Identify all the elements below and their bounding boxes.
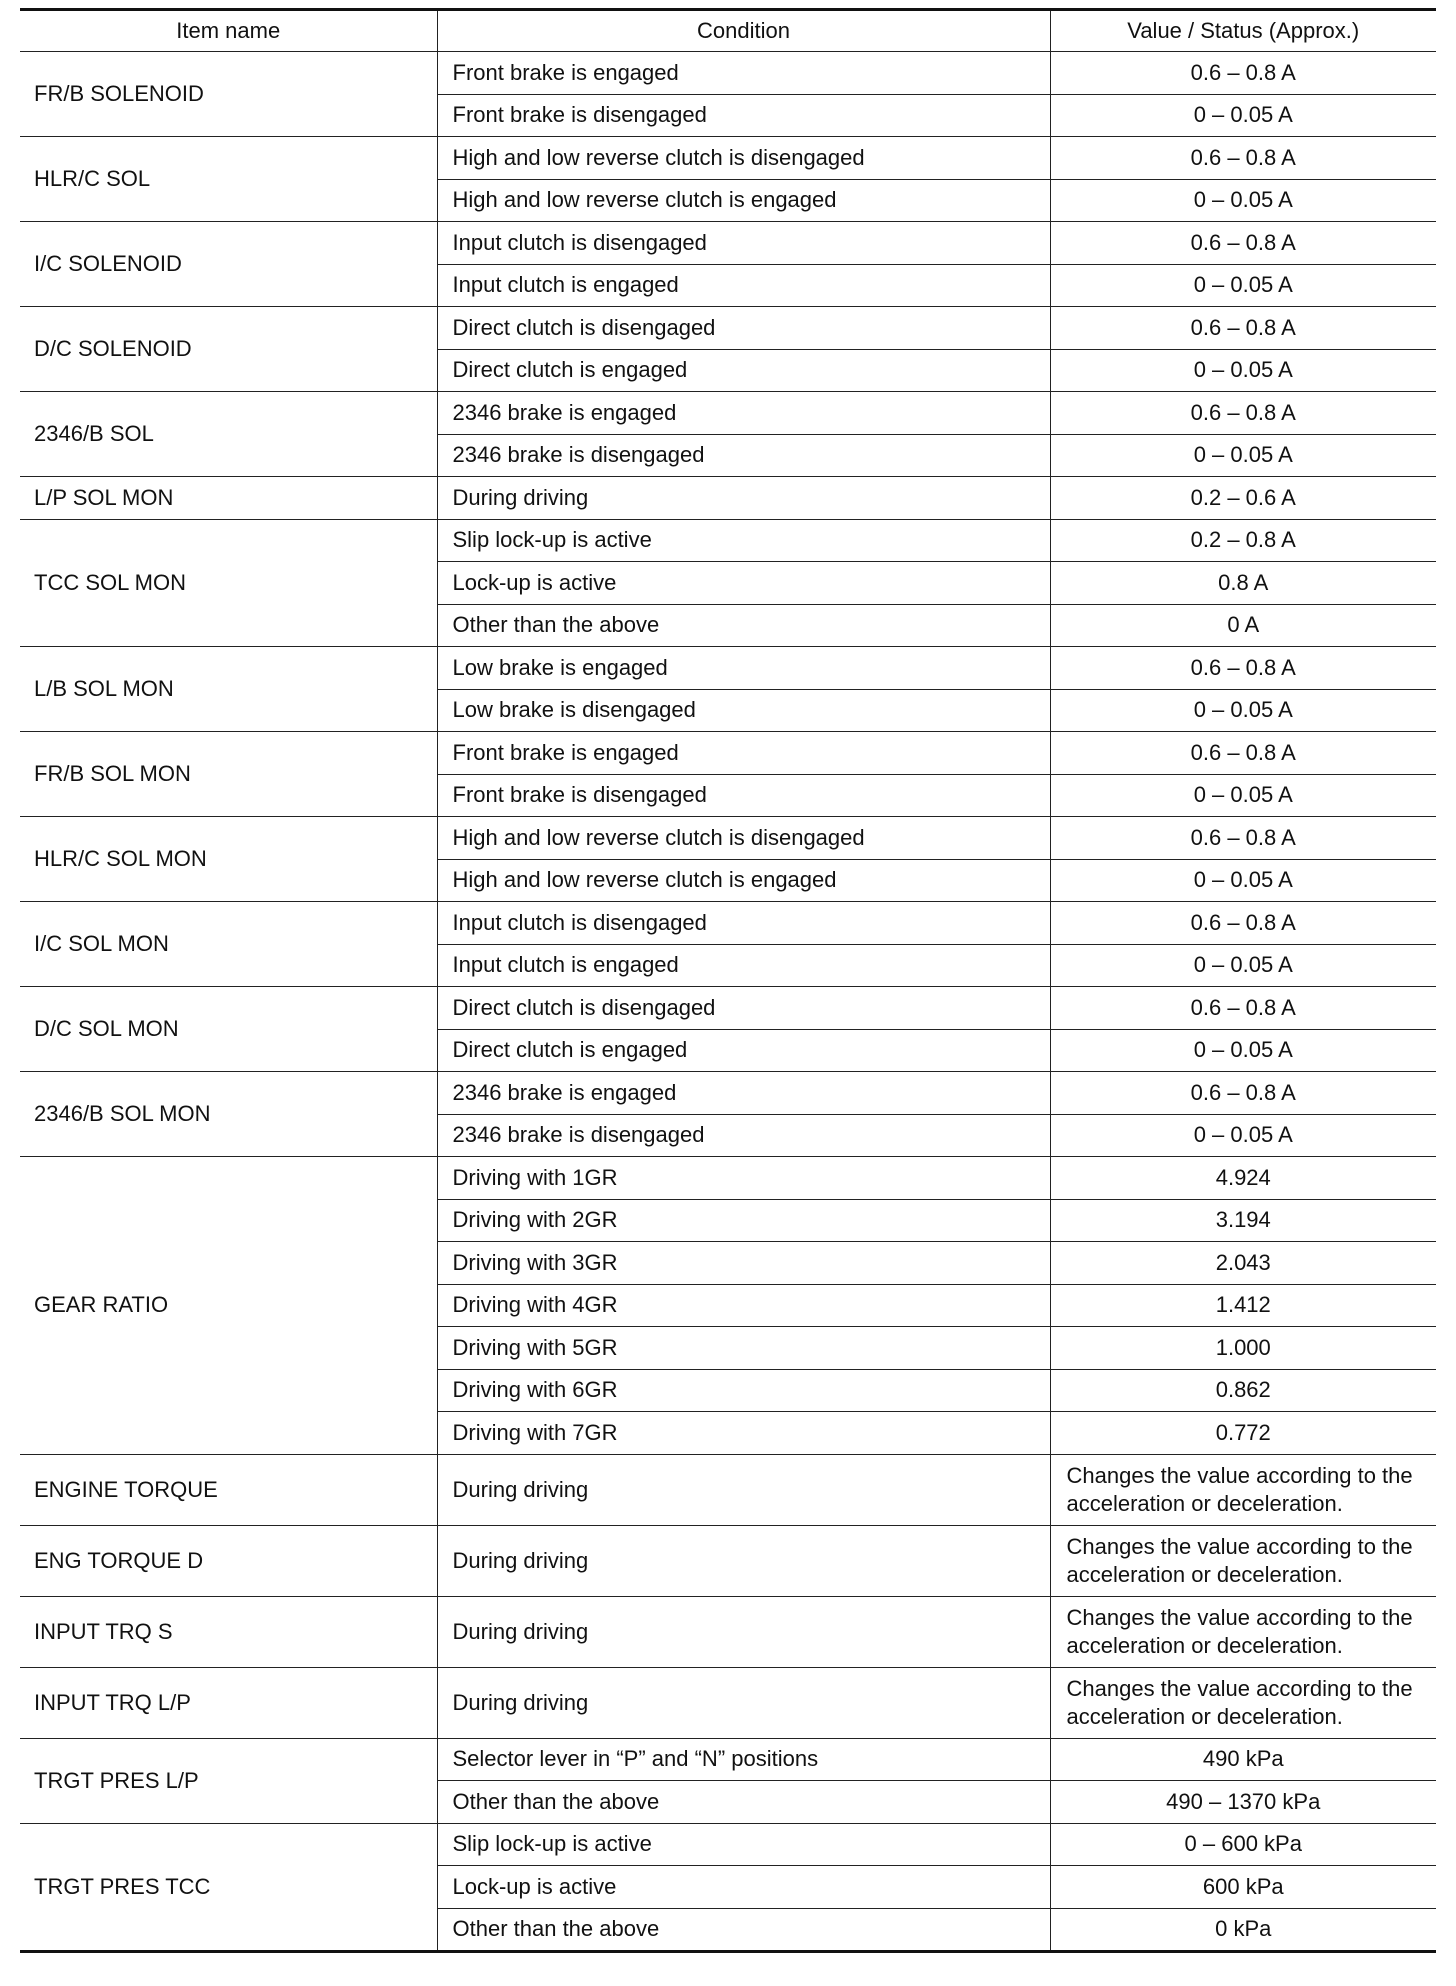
table-body [20, 52, 1436, 1952]
condition-cell: Driving with 4GR [437, 1284, 1050, 1327]
item-name-cell: GEAR RATIO [20, 1157, 437, 1455]
item-name-cell: HLR/C SOL MON [20, 817, 437, 902]
value-cell: 0.6 – 0.8 A [1050, 732, 1436, 775]
condition-cell: Input clutch is disengaged [437, 902, 1050, 945]
item-name-cell: D/C SOL MON [20, 987, 437, 1072]
condition-cell: Direct clutch is disengaged [437, 307, 1050, 350]
value-cell: 0 – 0.05 A [1050, 774, 1436, 817]
value-cell: Changes the value according to the acceleration or deceleration. [1050, 1525, 1436, 1596]
condition-cell: 2346 brake is engaged [437, 1072, 1050, 1115]
value-cell: 0.6 – 0.8 A [1050, 902, 1436, 945]
item-name-cell: INPUT TRQ S [20, 1596, 437, 1667]
value-cell: 0 – 0.05 A [1050, 434, 1436, 477]
value-cell: 0 – 600 kPa [1050, 1823, 1436, 1866]
condition-cell: Direct clutch is disengaged [437, 987, 1050, 1030]
table-row [20, 1667, 1436, 1738]
value-cell: 0 – 0.05 A [1050, 689, 1436, 732]
value-cell: 0 – 0.05 A [1050, 1029, 1436, 1072]
value-cell: 0 kPa [1050, 1908, 1436, 1952]
condition-cell: Front brake is disengaged [437, 94, 1050, 137]
value-cell: 0.6 – 0.8 A [1050, 137, 1436, 180]
value-cell: Changes the value according to the acceleration or deceleration. [1050, 1454, 1436, 1525]
condition-cell: During driving [437, 1525, 1050, 1596]
condition-cell: Front brake is engaged [437, 732, 1050, 775]
item-name-cell: INPUT TRQ L/P [20, 1667, 437, 1738]
condition-cell: Direct clutch is engaged [437, 349, 1050, 392]
condition-cell: During driving [437, 1667, 1050, 1738]
item-name-cell: ENG TORQUE D [20, 1525, 437, 1596]
value-cell: 0 – 0.05 A [1050, 944, 1436, 987]
table-row [20, 392, 1436, 435]
condition-cell: Slip lock-up is active [437, 519, 1050, 562]
condition-cell: Driving with 2GR [437, 1199, 1050, 1242]
item-name-cell: FR/B SOLENOID [20, 52, 437, 137]
table-row [20, 477, 1436, 520]
value-cell: 0 – 0.05 A [1050, 859, 1436, 902]
value-cell: 1.000 [1050, 1327, 1436, 1370]
condition-cell: High and low reverse clutch is disengaged [437, 137, 1050, 180]
table-row [20, 222, 1436, 265]
condition-cell: Other than the above [437, 1781, 1050, 1824]
condition-cell: Input clutch is engaged [437, 944, 1050, 987]
table-row [20, 1072, 1436, 1115]
item-name-cell: L/B SOL MON [20, 647, 437, 732]
condition-cell: Front brake is engaged [437, 52, 1050, 95]
condition-cell: Other than the above [437, 604, 1050, 647]
condition-cell: During driving [437, 477, 1050, 520]
value-cell: 0.6 – 0.8 A [1050, 1072, 1436, 1115]
condition-cell: Input clutch is engaged [437, 264, 1050, 307]
value-cell: 3.194 [1050, 1199, 1436, 1242]
table-row [20, 1157, 1436, 1200]
item-name-cell: HLR/C SOL [20, 137, 437, 222]
value-cell: 0.2 – 0.6 A [1050, 477, 1436, 520]
value-cell: Changes the value according to the acceleration or deceleration. [1050, 1667, 1436, 1738]
value-cell: 490 kPa [1050, 1738, 1436, 1781]
condition-cell: Direct clutch is engaged [437, 1029, 1050, 1072]
table-row [20, 137, 1436, 180]
condition-cell: 2346 brake is disengaged [437, 1114, 1050, 1157]
table-row [20, 732, 1436, 775]
item-name-cell: L/P SOL MON [20, 477, 437, 520]
table-row [20, 1738, 1436, 1781]
item-name-cell: TRGT PRES L/P [20, 1738, 437, 1823]
header-condition: Condition [437, 10, 1050, 52]
condition-cell: During driving [437, 1596, 1050, 1667]
table-row [20, 519, 1436, 562]
value-cell: 0.8 A [1050, 562, 1436, 605]
table-row [20, 1823, 1436, 1866]
condition-cell: Driving with 6GR [437, 1369, 1050, 1412]
value-cell: 0.6 – 0.8 A [1050, 647, 1436, 690]
value-cell: 0 – 0.05 A [1050, 1114, 1436, 1157]
value-cell: 4.924 [1050, 1157, 1436, 1200]
value-cell: 0.6 – 0.8 A [1050, 392, 1436, 435]
header-value-status: Value / Status (Approx.) [1050, 10, 1436, 52]
table-row [20, 1596, 1436, 1667]
item-name-cell: ENGINE TORQUE [20, 1454, 437, 1525]
condition-cell: Slip lock-up is active [437, 1823, 1050, 1866]
item-name-cell: I/C SOL MON [20, 902, 437, 987]
table-row [20, 647, 1436, 690]
value-cell: 0.6 – 0.8 A [1050, 222, 1436, 265]
condition-cell: High and low reverse clutch is engaged [437, 179, 1050, 222]
value-cell: 0.6 – 0.8 A [1050, 817, 1436, 860]
value-cell: 600 kPa [1050, 1866, 1436, 1909]
table-row [20, 52, 1436, 95]
table-row [20, 1454, 1436, 1525]
value-cell: 0.2 – 0.8 A [1050, 519, 1436, 562]
condition-cell: During driving [437, 1454, 1050, 1525]
item-name-cell: TRGT PRES TCC [20, 1823, 437, 1952]
condition-cell: Driving with 5GR [437, 1327, 1050, 1370]
table-row [20, 817, 1436, 860]
condition-cell: Other than the above [437, 1908, 1050, 1952]
item-name-cell: I/C SOLENOID [20, 222, 437, 307]
condition-cell: Selector lever in “P” and “N” positions [437, 1738, 1050, 1781]
value-cell: 1.412 [1050, 1284, 1436, 1327]
item-name-cell: FR/B SOL MON [20, 732, 437, 817]
table-row [20, 1525, 1436, 1596]
item-name-cell: 2346/B SOL [20, 392, 437, 477]
item-name-cell: D/C SOLENOID [20, 307, 437, 392]
condition-cell: Lock-up is active [437, 1866, 1050, 1909]
table-row [20, 902, 1436, 945]
value-cell: 0 – 0.05 A [1050, 94, 1436, 137]
condition-cell: Input clutch is disengaged [437, 222, 1050, 265]
table-row [20, 307, 1436, 350]
condition-cell: Driving with 1GR [437, 1157, 1050, 1200]
value-cell: 2.043 [1050, 1242, 1436, 1285]
item-name-cell: TCC SOL MON [20, 519, 437, 647]
condition-cell: Driving with 7GR [437, 1412, 1050, 1455]
item-name-cell: 2346/B SOL MON [20, 1072, 437, 1157]
condition-cell: Low brake is disengaged [437, 689, 1050, 732]
condition-cell: 2346 brake is engaged [437, 392, 1050, 435]
header-item-name: Item name [20, 10, 437, 52]
value-cell: 0 – 0.05 A [1050, 349, 1436, 392]
condition-cell: High and low reverse clutch is disengaged [437, 817, 1050, 860]
condition-cell: Low brake is engaged [437, 647, 1050, 690]
value-cell: 490 – 1370 kPa [1050, 1781, 1436, 1824]
value-cell: 0.862 [1050, 1369, 1436, 1412]
value-cell: 0 A [1050, 604, 1436, 647]
condition-cell: Driving with 3GR [437, 1242, 1050, 1285]
value-cell: 0 – 0.05 A [1050, 179, 1436, 222]
condition-cell: 2346 brake is disengaged [437, 434, 1050, 477]
header-row [20, 10, 1436, 52]
condition-cell: Front brake is disengaged [437, 774, 1050, 817]
value-cell: Changes the value according to the acceleration or deceleration. [1050, 1596, 1436, 1667]
value-cell: 0.6 – 0.8 A [1050, 987, 1436, 1030]
condition-cell: High and low reverse clutch is engaged [437, 859, 1050, 902]
value-cell: 0 – 0.05 A [1050, 264, 1436, 307]
spec-table [20, 8, 1436, 1953]
value-cell: 0.772 [1050, 1412, 1436, 1455]
table-row [20, 987, 1436, 1030]
condition-cell: Lock-up is active [437, 562, 1050, 605]
value-cell: 0.6 – 0.8 A [1050, 52, 1436, 95]
value-cell: 0.6 – 0.8 A [1050, 307, 1436, 350]
